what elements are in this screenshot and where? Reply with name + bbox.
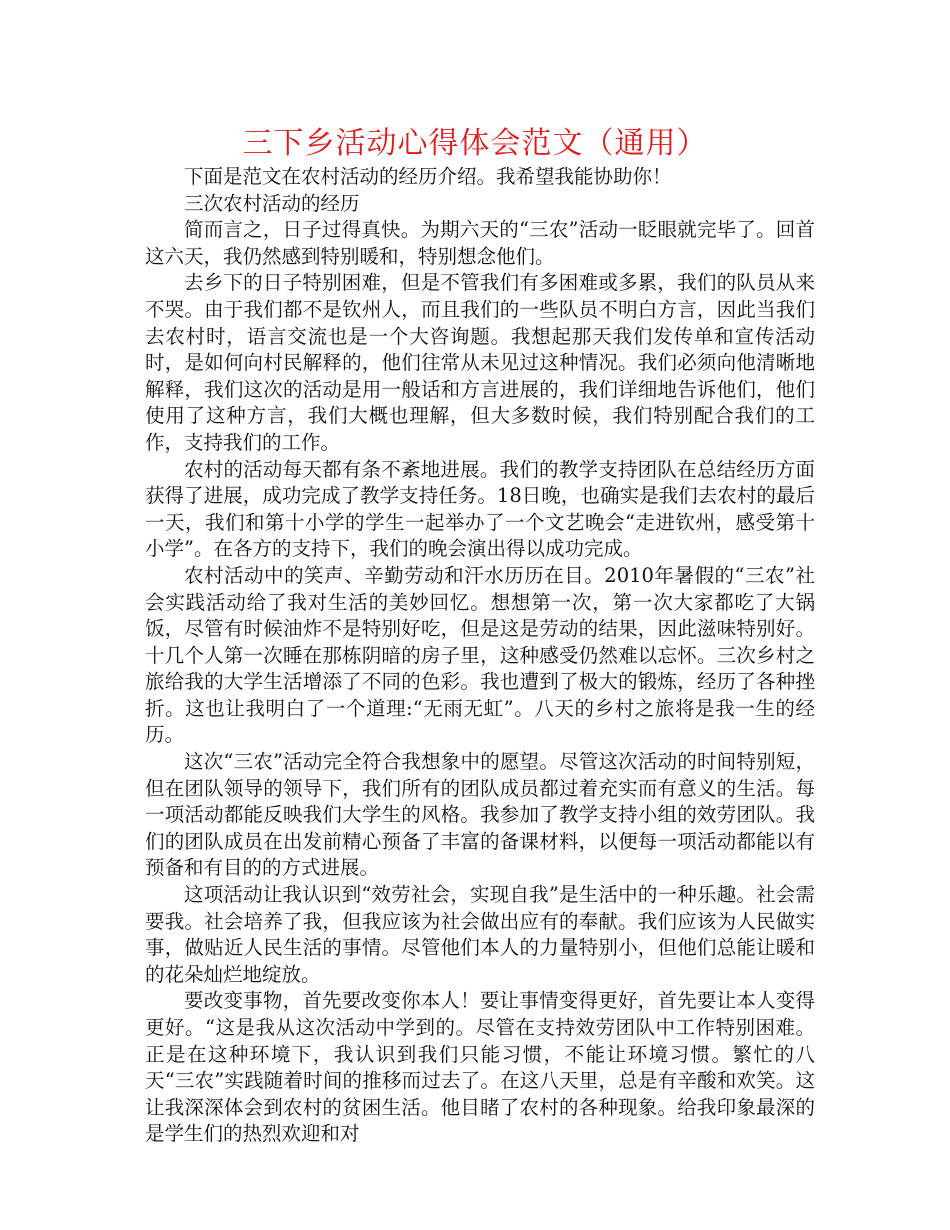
paragraph: 这项活动让我认识到“效劳社会，实现自我”是生活中的一种乐趣。社会需要我。社会培养了我，但我应该为社会做出应有的奉献。我们应该为人民做实事，做贴近人民生活的事情。尽管他们本人的力量特别小，但他们总能让暖和的花朵灿烂地绽放。 xyxy=(145,883,815,986)
paragraph-intro: 下面是范文在农村活动的经历介绍。我希望我能协助你！ xyxy=(184,165,672,188)
paragraph: 要改变事物，首先要改变你本人！要让事情变得更好，首先要让本人变得更好。“这是我从这次活动中学到的。尽管在支持效劳团队中工作特别困难。正是在这种环境下，我认识到我们只能习惯，不能让环境习惯。繁忙的八天“三农”实践随着时间的推移而过去了。在这八天里，总是有辛酸和欢笑。这让我深深体会到农村的贫困生活。他目睹了农村的各种现象。给我印象最深的是学生们的热烈欢迎和对 xyxy=(145,989,815,1146)
paragraph: 农村活动中的笑声、辛勤劳动和汗水历历在目。2010年暑假的“三农”社会实践活动给了我对生活的美妙回忆。想想第一次，第一次大家都吃了大锅饭，尽管有时候油炸不是特别好吃，但是这是劳动的结果，因此滋味特别好。十几个人第一次睡在那栋阴暗的房子里，这种感受仍然难以忘怀。三次乡村之旅给我的大学生活增添了不同的色彩。我也遭到了极大的锻炼，经历了各种挫折。这也让我明白了一个道理:“无雨无虹”。八天的乡村之旅将是我一生的经历。 xyxy=(145,563,815,747)
paragraph: 简而言之，日子过得真快。为期六天的“三农”活动一眨眼就完毕了。回首这六天，我仍然感到特别暖和，特别想念他们。 xyxy=(145,218,815,268)
paragraph: 去乡下的日子特别困难，但是不管我们有多困难或多累，我们的队员从来不哭。由于我们都不是钦州人，而且我们的一些队员不明白方言，因此当我们去农村时，语言交流也是一个大咨询题。我想起那天我们发传单和宣传活动时，是如何向村民解释的，他们往常从未见过这种情况。我们必须向他清晰地解释，我们这次的活动是用一般话和方言进展的，我们详细地告诉他们，他们使用了这种方言，我们大概也理解，但大多数时候，我们特别配合我们的工作，支持我们的工作。 xyxy=(145,271,815,454)
document-body xyxy=(145,164,815,1148)
document-title: 三下乡活动心得体会范文（通用） xyxy=(242,126,708,161)
paragraph: 农村的活动每天都有条不紊地进展。我们的教学支持团队在总结经历方面获得了进展，成功完成了教学支持任务。18日晚，也确实是我们去农村的最后一天，我们和第十小学的学生一起举办了一个文艺晚会“走进钦州，感受第十小学”。在各方的支持下，我们的晚会演出得以成功完成。 xyxy=(145,457,815,561)
paragraph: 这次“三农”活动完全符合我想象中的愿望。尽管这次活动的时间特别短，但在团队领导的领导下，我们所有的团队成员都过着充实而有意义的生活。每一项活动都能反映我们大学生的风格。我参加了教学支持小组的效劳团队。我们的团队成员在出发前精心预备了丰富的备课材料，以便每一项活动都能以有预备和有目的的方式进展。 xyxy=(145,750,815,880)
paragraph-subheading: 三次农村活动的经历 xyxy=(184,191,360,215)
